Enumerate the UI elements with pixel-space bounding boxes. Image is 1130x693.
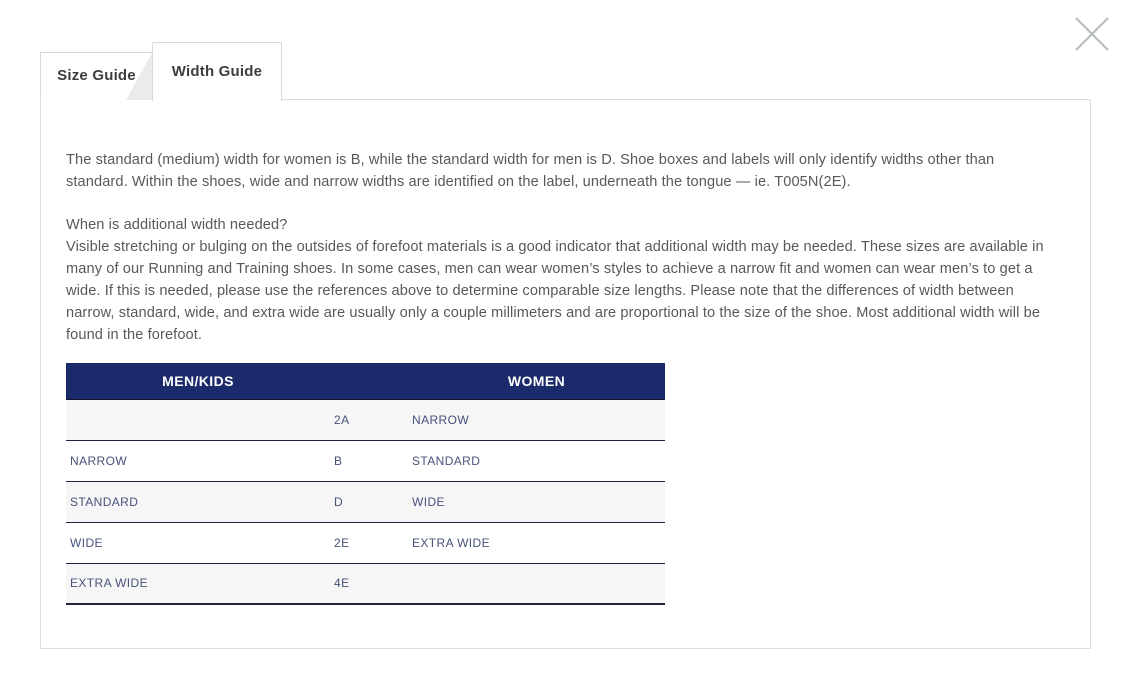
additional-width-question: When is additional width needed? — [66, 217, 288, 233]
table-row — [66, 399, 665, 440]
additional-width-body: Visible stretching or bulging on the outsides of forefoot materials is a good indicator that additional width may be needed. These sizes are available in many of our Running and Training shoes. In some cases, men can wear women’s styles to achieve a narrow fit and women can wear men’s to get a wide. If this is needed, please use the references above to determine comparable size lengths. Please note that the differences of width between narrow, standard, wide, and extra wide are usually only a couple millimeters and are proportional to the size of the shoe. Most additional width will be found in the forefoot. — [66, 239, 1044, 343]
table-row — [66, 563, 665, 604]
header-women: WOMEN — [408, 363, 665, 399]
table-row — [66, 522, 665, 563]
table-cell: WIDE — [66, 522, 330, 563]
table-header-row — [66, 363, 665, 399]
table-cell: NARROW — [66, 440, 330, 481]
header-men-kids: MEN/KIDS — [66, 363, 330, 399]
table-row — [66, 440, 665, 481]
header-letter — [330, 363, 408, 399]
tab-width-guide[interactable] — [152, 42, 282, 101]
table-cell: D — [330, 481, 408, 522]
table-cell: EXTRA WIDE — [66, 563, 330, 604]
width-intro-paragraph: The standard (medium) width for women is B, while the standard width for men is D. Shoe boxes and labels will only identify widths other than standard. Within the shoes, wide and narrow widths are identified on the label, underneath the tongue — ie. T005N(2E). — [66, 152, 995, 190]
table-cell — [408, 563, 665, 604]
table-cell: 2A — [330, 399, 408, 440]
tab-size-guide[interactable] — [40, 52, 153, 100]
tab-size-guide-label: Size Guide — [57, 67, 136, 84]
close-icon — [1073, 15, 1111, 53]
table-cell: STANDARD — [66, 481, 330, 522]
close-button[interactable] — [1073, 15, 1111, 53]
width-guide-panel — [40, 99, 1091, 649]
table-row — [66, 481, 665, 522]
table-cell: EXTRA WIDE — [408, 522, 665, 563]
table-cell: STANDARD — [408, 440, 665, 481]
table-cell: NARROW — [408, 399, 665, 440]
table-cell: B — [330, 440, 408, 481]
table-cell: WIDE — [408, 481, 665, 522]
table-cell: 4E — [330, 563, 408, 604]
tab-width-guide-label: Width Guide — [171, 63, 263, 80]
width-comparison-table — [66, 363, 665, 605]
table-cell — [66, 399, 330, 440]
table-cell: 2E — [330, 522, 408, 563]
additional-width-paragraph — [66, 214, 1051, 346]
